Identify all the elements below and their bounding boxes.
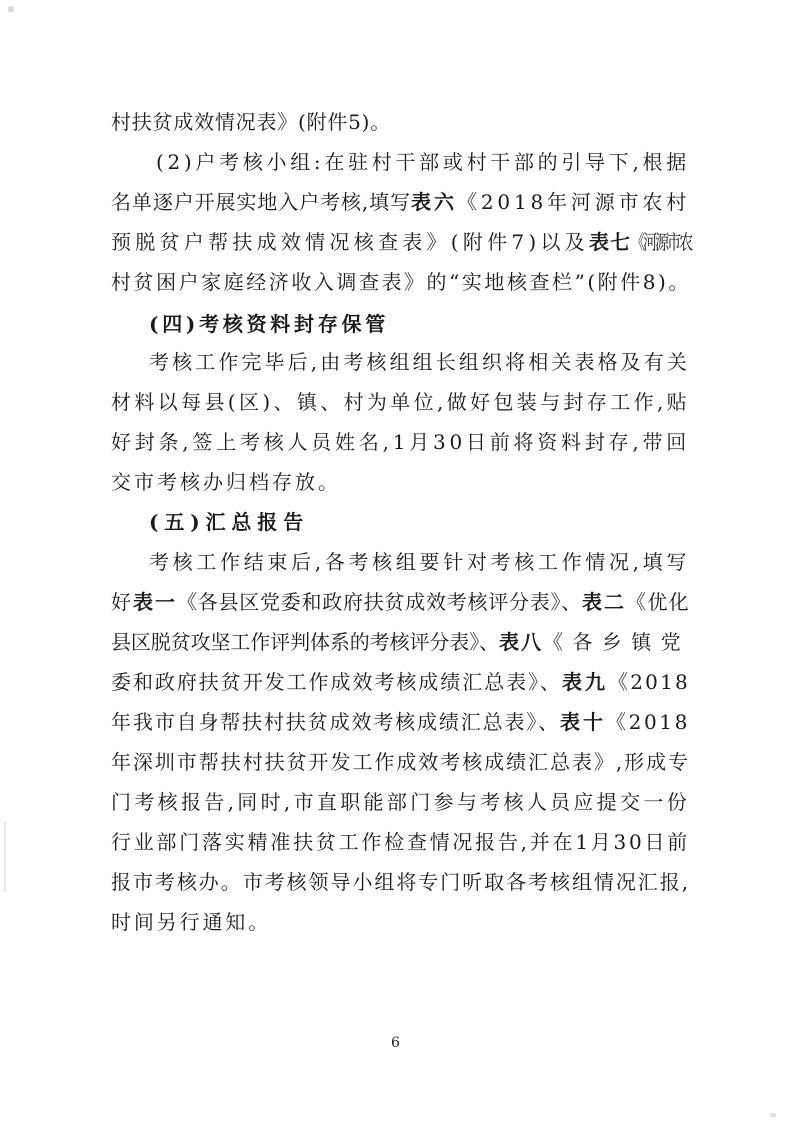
text-line-8 [0, 382, 794, 422]
text-segment: 时间另行通知。 [111, 910, 272, 934]
section-heading-text: (四)考核资料封存保管 [149, 312, 389, 336]
table-reference: 表八 [499, 630, 543, 654]
text-segment: 村贫困户家庭经济收入调查表》的“实地核查栏”(附件8)。 [111, 270, 691, 294]
text-line-3 [0, 182, 794, 222]
table-reference: 表七 [589, 230, 631, 254]
text-segment: 材料以每县(区)、镇、村为单位,做好包装与封存工作,贴 [111, 390, 691, 414]
table-reference: 表九 [562, 670, 608, 694]
text-line-12 [0, 542, 794, 582]
text-line-2 [0, 142, 794, 182]
text-segment: 《优化 [626, 590, 690, 614]
text-segment: 村扶贫成效情况表》(附件5)。 [111, 110, 392, 134]
text-segment: (2)户考核小组:在驻村干部或村干部的引导下,根据 [156, 150, 690, 174]
section-heading-4 [0, 304, 794, 344]
text-segment: 报市考核办。市考核领导小组将专门听取各考核组情况汇报, [111, 870, 691, 894]
text-line-13 [0, 582, 794, 622]
text-line-9 [0, 422, 794, 462]
table-reference: 表十 [560, 710, 606, 734]
text-segment: 行业部门落实精准扶贫工作检查情况报告,并在1月30日前 [111, 830, 691, 854]
text-segment: 《2018年河源市农村 [457, 190, 691, 214]
scan-mark [8, 6, 14, 12]
text-segment: 《河源市农 [631, 230, 692, 254]
text-segment: 《2018 [608, 670, 690, 694]
scan-mark [770, 1113, 776, 1117]
text-segment: 委和政府扶贫开发工作成效考核成绩汇总表》、 [111, 670, 562, 694]
text-line-17 [0, 742, 794, 782]
text-line-19 [0, 822, 794, 862]
text-segment: 名单逐户开展实地入户考核,填写 [111, 190, 412, 214]
text-line-16 [0, 702, 794, 742]
section-heading-text: (五)汇总报告 [149, 510, 310, 534]
text-line-5 [0, 262, 794, 302]
text-line-10 [0, 462, 794, 502]
text-segment: 《2018 [606, 710, 690, 734]
text-segment: 预脱贫户帮扶成效情况核查表》(附件7)以及 [111, 230, 589, 254]
text-segment: 好封条,签上考核人员姓名,1月30日前将资料封存,带回 [111, 430, 691, 454]
text-line-21 [0, 902, 794, 942]
table-reference: 表二 [582, 590, 626, 614]
text-line-14 [0, 622, 794, 662]
text-line-18 [0, 782, 794, 822]
text-segment: 年我市自身帮扶村扶贫成效考核成绩汇总表》、 [111, 710, 561, 734]
text-segment: 县区脱贫攻坚工作评判体系的考核评分表》、 [111, 630, 499, 654]
text-segment: 考核工作完毕后,由考核组组长组织将相关表格及有关 [149, 350, 690, 374]
table-reference: 表六 [411, 190, 457, 214]
section-heading-5 [0, 502, 794, 542]
text-segment: 门考核报告,同时,市直职能部门参与考核人员应提交一份 [111, 790, 691, 814]
text-line-20 [0, 862, 794, 902]
text-line-1 [0, 102, 794, 142]
text-segment: 《各县区党委和政府扶贫成效考核评分表》、 [177, 590, 582, 614]
text-line-4 [0, 222, 794, 262]
table-reference: 表一 [133, 590, 177, 614]
text-line-7 [0, 342, 794, 382]
text-line-15 [0, 662, 794, 702]
text-segment: 《各乡镇党 [543, 630, 690, 654]
text-segment: 交市考核办归档存放。 [111, 470, 341, 494]
page-number: 6 [391, 1035, 400, 1051]
text-segment: 年深圳市帮扶村扶贫开发工作成效考核成绩汇总表》,形成专 [111, 750, 691, 774]
text-segment: 好 [111, 590, 131, 614]
text-segment: 考核工作结束后,各考核组要针对考核工作情况,填写 [149, 550, 691, 574]
